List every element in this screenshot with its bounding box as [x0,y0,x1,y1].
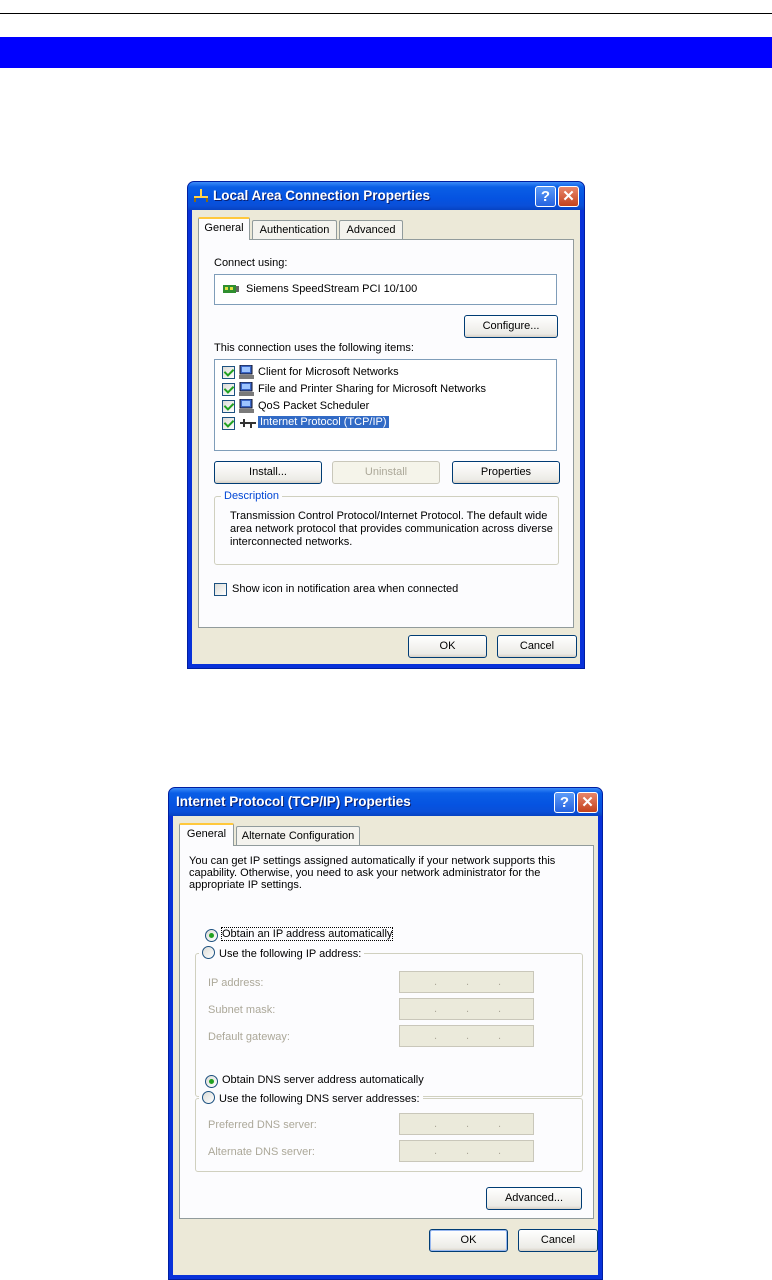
octet-separator: . [498,1118,502,1130]
help-icon: ? [559,794,570,811]
section-header-band [0,37,772,68]
advanced-button[interactable]: Advanced... [486,1187,582,1210]
properties-button[interactable]: Properties [452,461,560,484]
uninstall-button[interactable]: Uninstall [332,461,440,484]
octet-separator: . [466,976,470,988]
selected-item-label: Internet Protocol (TCP/IP) [260,416,387,428]
octet-separator: . [434,1030,438,1042]
item-label: Client for Microsoft Networks [258,366,399,378]
tab-alternate-configuration[interactable]: Alternate Configuration [236,826,360,846]
tcpip-properties-window [168,787,603,1280]
list-item[interactable] [215,415,556,433]
use-following-dns-label[interactable]: Use the following DNS server addresses: [219,1093,420,1105]
lan-general-pane [198,239,574,628]
cancel-button[interactable]: Cancel [497,635,577,658]
intro-text: You can get IP settings assigned automatically if your network supports this capability. Otherwise, you need to ask your network administrator for the appropriate IP settings. [189,855,556,891]
description-text: Transmission Control Protocol/Internet Protocol. The default wide area network protocol that provides communication across diverse interconnected networks. [230,510,553,548]
octet-separator: . [434,1003,438,1015]
item-checkbox[interactable] [222,366,235,379]
tab-authentication[interactable]: Authentication [252,220,337,240]
adapter-box [214,274,557,305]
connect-using-label: Connect using: [214,257,288,269]
octet-separator: . [466,1003,470,1015]
static-dns-group [195,1093,583,1172]
obtain-ip-auto-label[interactable]: Obtain an IP address automatically [222,928,393,940]
use-following-ip-radio[interactable] [202,946,215,959]
lan-client-area [192,210,580,664]
ok-button[interactable]: OK [408,635,487,658]
obtain-dns-auto-label[interactable]: Obtain DNS server address automatically [222,1074,424,1086]
alternate-dns-field[interactable] [399,1140,534,1162]
item-checkbox[interactable] [222,400,235,413]
tab-general[interactable]: General [179,823,234,846]
tab-advanced[interactable]: Advanced [339,220,403,240]
ip-address-label: IP address: [208,977,264,989]
close-icon: ✕ [562,188,575,205]
network-client-icon [239,365,255,380]
network-connection-icon [193,189,209,203]
octet-separator: . [466,1145,470,1157]
use-following-ip-label[interactable]: Use the following IP address: [219,948,362,960]
description-title: Description [221,490,282,502]
list-item[interactable] [215,381,556,399]
help-icon: ? [540,188,551,205]
preferred-dns-field[interactable] [399,1113,534,1135]
tab-general[interactable]: General [198,217,250,240]
item-label: QoS Packet Scheduler [258,400,370,412]
items-label: This connection uses the following items: [214,342,414,354]
item-checkbox[interactable] [222,417,235,430]
description-group [214,490,559,565]
obtain-ip-auto-radio[interactable] [205,929,218,942]
header-rule [0,13,772,14]
ok-button[interactable]: OK [429,1229,508,1252]
tcpip-general-pane [179,845,594,1219]
network-adapter-icon [223,284,239,295]
obtain-dns-auto-radio[interactable] [205,1075,218,1088]
tcpip-client-area [173,816,598,1275]
list-item[interactable] [215,398,556,416]
octet-separator: . [466,1030,470,1042]
item-checkbox[interactable] [222,383,235,396]
static-dns-title-wrap [199,1091,423,1105]
cancel-button[interactable]: Cancel [518,1229,598,1252]
components-list[interactable] [214,359,557,451]
octet-separator: . [498,1003,502,1015]
alternate-dns-label: Alternate DNS server: [208,1146,315,1158]
list-item[interactable] [215,364,556,382]
close-icon: ✕ [581,794,594,811]
octet-separator: . [434,1145,438,1157]
help-button[interactable] [554,792,575,813]
item-label: File and Printer Sharing for Microsoft Networks [258,383,487,395]
octet-separator: . [498,1145,502,1157]
show-icon-label: Show icon in notification area when connected [232,583,459,595]
close-button[interactable] [577,792,598,813]
octet-separator: . [434,976,438,988]
show-icon-checkbox[interactable] [214,583,227,596]
configure-button[interactable]: Configure... [464,315,558,338]
lan-title-bar[interactable] [188,182,584,210]
default-gateway-label: Default gateway: [208,1031,290,1043]
static-ip-title-wrap [199,946,364,960]
ip-address-field[interactable] [399,971,534,993]
item-label [258,416,389,428]
network-service-icon [239,382,255,397]
default-gateway-field[interactable] [399,1025,534,1047]
octet-separator: . [498,1030,502,1042]
close-button[interactable] [558,186,579,207]
adapter-name: Siemens SpeedStream PCI 10/100 [246,283,418,295]
install-button[interactable]: Install... [214,461,322,484]
subnet-mask-label: Subnet mask: [208,1004,276,1016]
octet-separator: . [498,976,502,988]
preferred-dns-label: Preferred DNS server: [208,1119,317,1131]
network-service-icon [239,399,255,414]
tcpip-title: Internet Protocol (TCP/IP) Properties [176,794,411,809]
tcpip-title-bar[interactable] [169,788,602,816]
lan-properties-window [187,181,585,669]
lan-title: Local Area Connection Properties [213,188,431,203]
use-following-dns-radio[interactable] [202,1091,215,1104]
subnet-mask-field[interactable] [399,998,534,1020]
help-button[interactable] [535,186,556,207]
octet-separator: . [434,1118,438,1130]
protocol-icon [239,417,257,429]
octet-separator: . [466,1118,470,1130]
